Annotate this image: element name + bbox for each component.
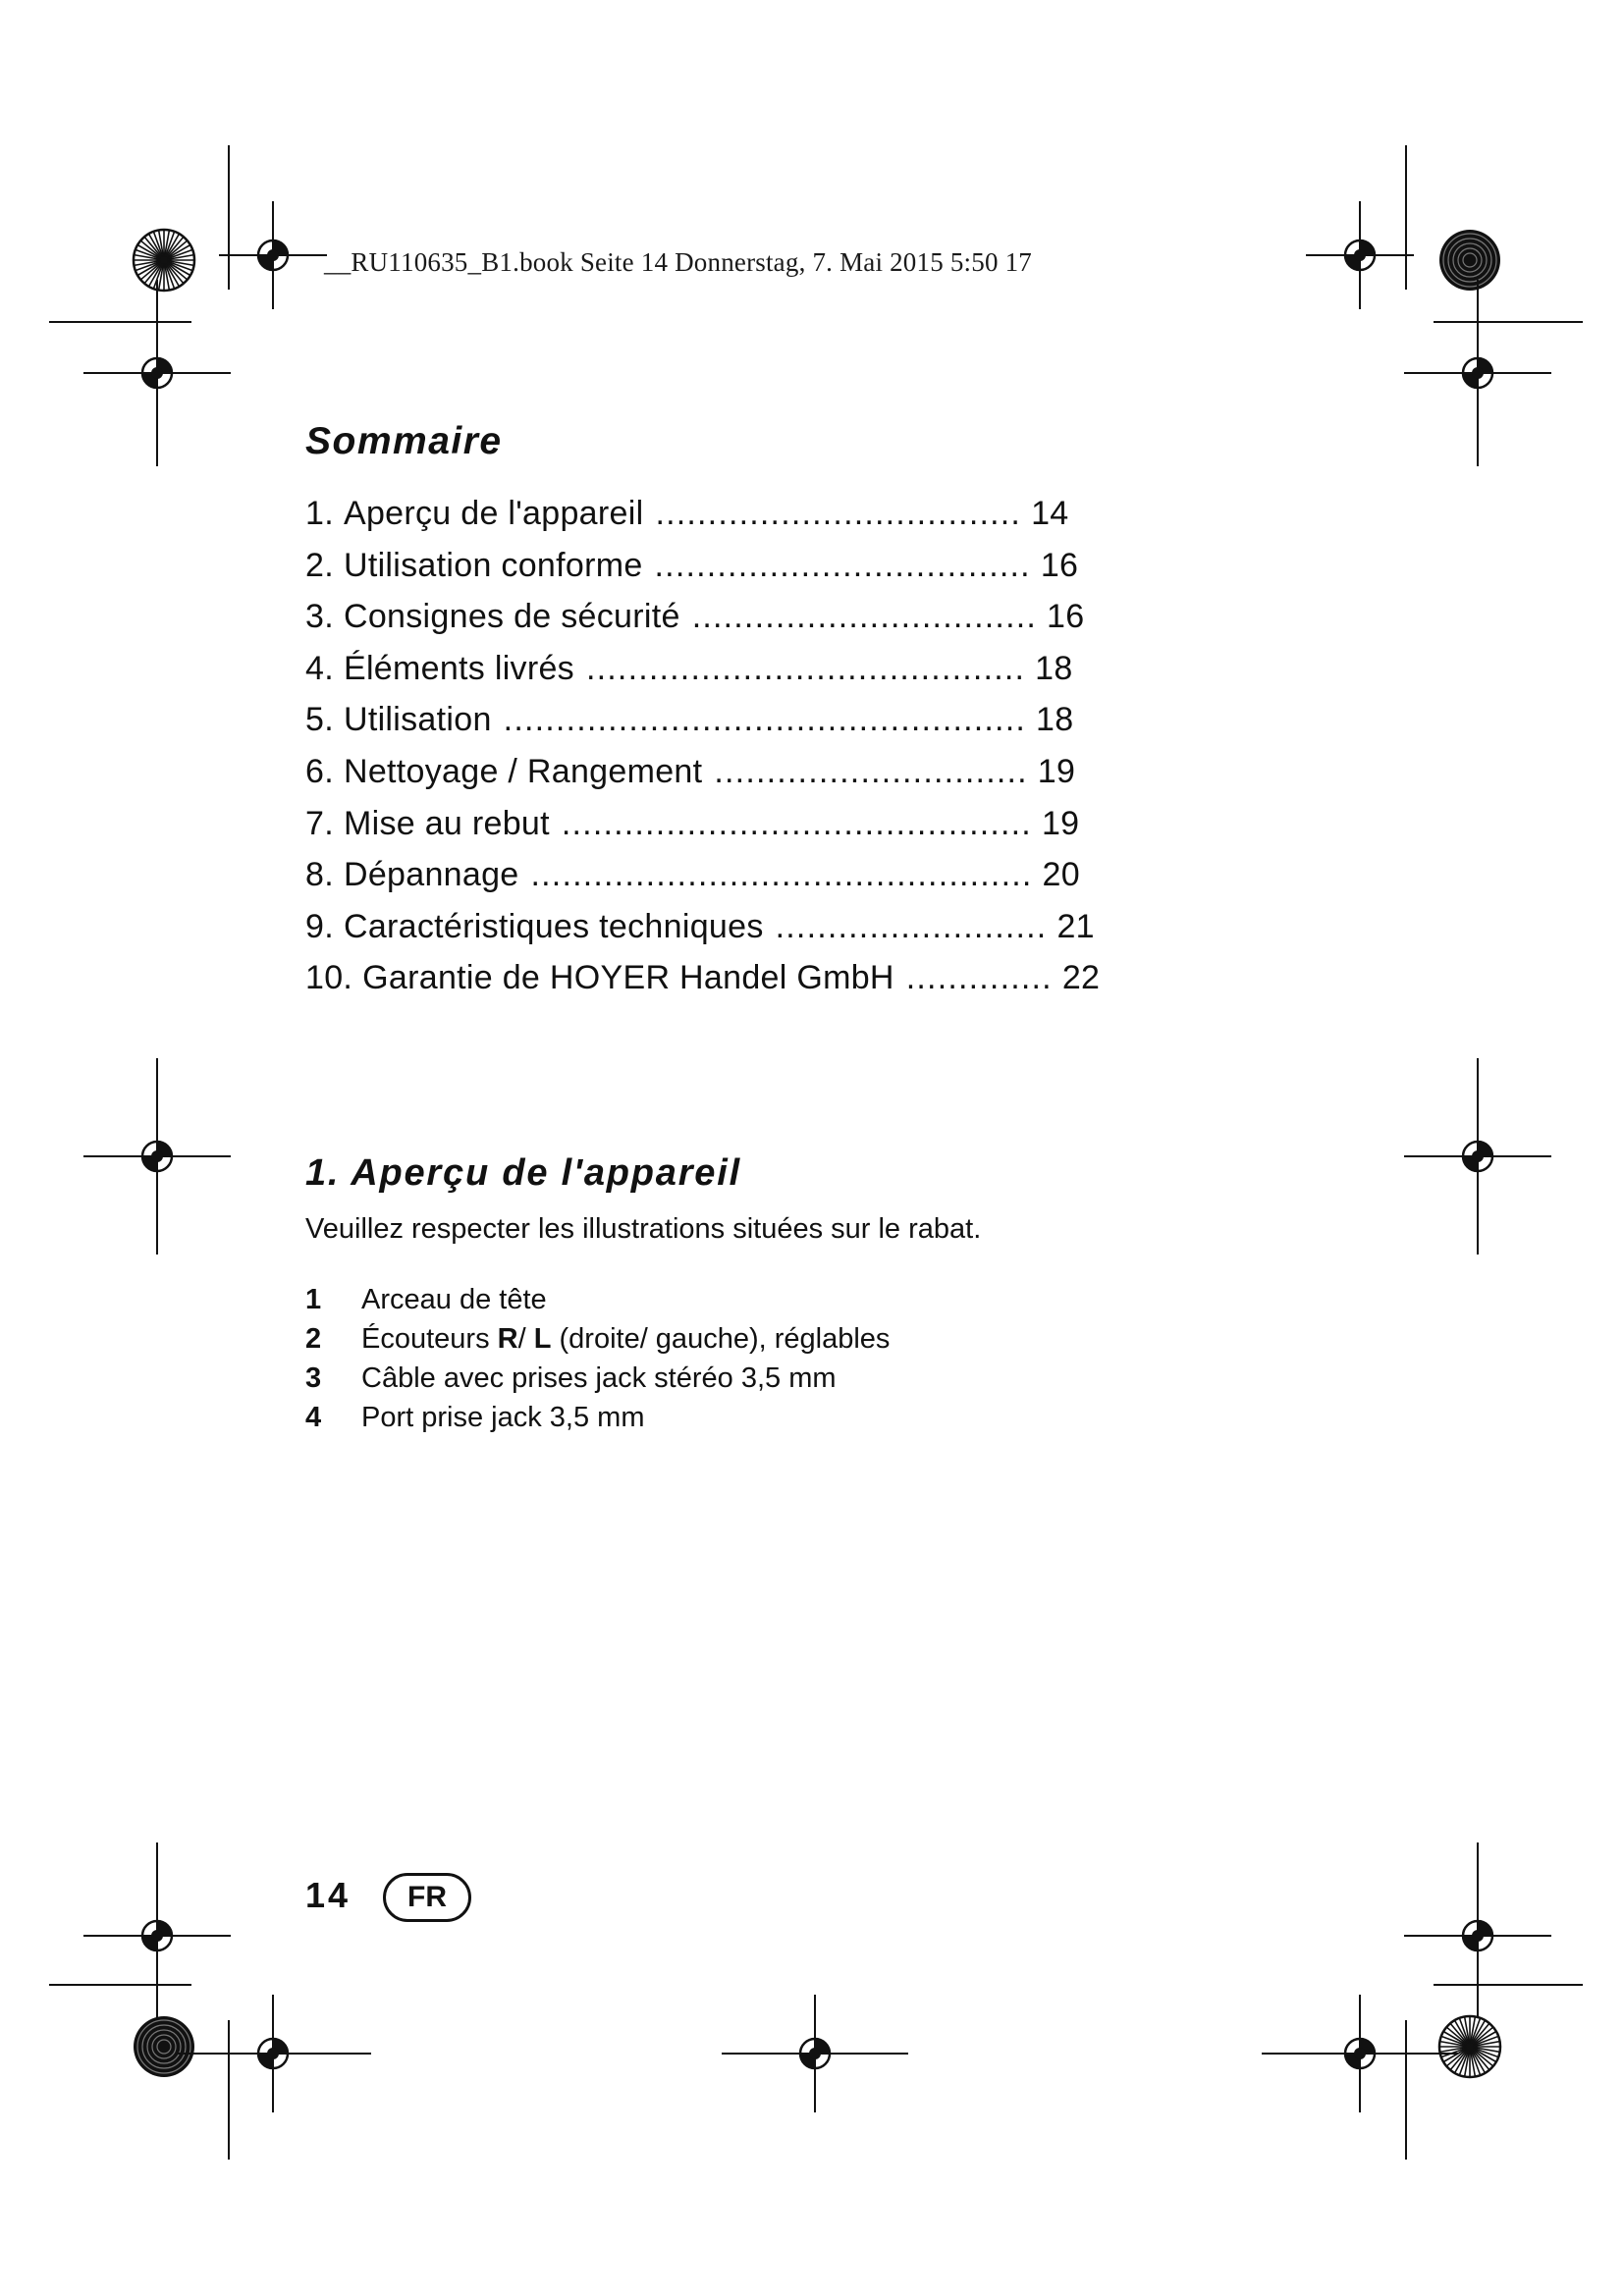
toc-entry-number: 7.	[305, 804, 334, 842]
toc-entry-title: Aperçu de l'appareil	[343, 495, 644, 532]
toc-entry-9	[305, 908, 1100, 960]
toc-leader-dots: .................................	[691, 598, 1038, 636]
toc-entry-page: 22	[1061, 959, 1101, 997]
registration-target-dot	[1472, 367, 1484, 379]
toc-entry-page: 18	[1036, 701, 1074, 739]
part-text	[361, 1323, 890, 1356]
toc-entry-title: Dépannage	[343, 856, 519, 894]
toc-entry-page: 21	[1056, 907, 1095, 945]
print-slug-line: __RU110635_B1.book Seite 14 Donnerstag, 7. Mai 2015 5:50 17	[324, 247, 1033, 277]
language-badge-label: FR	[407, 1881, 447, 1913]
toc-leader-dots: .............................................	[561, 804, 1032, 842]
toc-leader-dots: ..............	[905, 959, 1053, 997]
toc-leader-dots: ..................................................	[503, 701, 1026, 739]
part-item-2	[305, 1323, 890, 1362]
toc-entry-title: Éléments livrés	[343, 649, 574, 687]
toc-entry-1	[305, 495, 1100, 547]
registration-target-dot	[151, 1930, 163, 1942]
toc-heading: Sommaire	[305, 420, 503, 462]
toc-leader-dots: ................................................	[530, 856, 1033, 894]
starburst-mark-hub	[1466, 2043, 1474, 2051]
toc-entry-6	[305, 753, 1100, 805]
toc-entry-page: 20	[1042, 856, 1080, 894]
part-text-separator: /	[517, 1323, 534, 1355]
toc-entry-5	[305, 701, 1100, 753]
toc-entry-page: 18	[1035, 649, 1073, 687]
toc-entry-title: Consignes de sécurité	[343, 598, 680, 636]
toc-leader-dots: ..........................................	[585, 649, 1026, 687]
toc-entry-title: Caractéristiques techniques	[343, 907, 764, 945]
toc-entry-4	[305, 650, 1100, 702]
registration-target-dot	[151, 367, 163, 379]
toc-entry-7	[305, 805, 1100, 857]
toc-entry-10	[305, 959, 1100, 1011]
part-item-3	[305, 1362, 890, 1402]
toc-leader-dots: ..........................	[775, 907, 1048, 945]
part-item-1	[305, 1284, 890, 1323]
starburst-mark-hub	[160, 256, 168, 264]
toc-entry-number: 5.	[305, 701, 334, 739]
right-label: R	[497, 1323, 518, 1355]
part-text-prefix: Écouteurs	[361, 1323, 498, 1355]
toc-entry-page: 16	[1047, 598, 1085, 636]
toc-entry-number: 2.	[305, 546, 334, 584]
part-text: Câble avec prises jack stéréo 3,5 mm	[361, 1362, 837, 1394]
toc-entry-8	[305, 856, 1100, 908]
toc-entry-page: 14	[1031, 495, 1069, 532]
left-label: L	[533, 1323, 552, 1355]
toc-entry-page: 19	[1041, 804, 1080, 842]
toc-leader-dots: ...................................	[655, 495, 1022, 532]
toc-leader-dots: ....................................	[654, 546, 1031, 584]
part-item-4	[305, 1402, 890, 1441]
section-heading: 1. Aperçu de l'appareil	[305, 1152, 741, 1194]
toc-entry-title: Garantie de HOYER Handel GmbH	[362, 959, 894, 997]
toc-entry-title: Utilisation conforme	[343, 546, 643, 584]
toc-entry-number: 8.	[305, 856, 334, 894]
toc-entry-page: 16	[1040, 546, 1079, 584]
part-text: Port prise jack 3,5 mm	[361, 1402, 645, 1433]
toc-entry-number: 9.	[305, 907, 334, 945]
toc-entry-number: 6.	[305, 752, 334, 790]
toc-entry-number: 3.	[305, 598, 334, 636]
registration-target-dot	[267, 2048, 279, 2059]
part-number: 2	[305, 1323, 322, 1355]
toc-entry-number: 1.	[305, 495, 334, 532]
toc-entry-number: 4.	[305, 649, 334, 687]
toc-leader-dots: ..............................	[714, 752, 1028, 790]
registration-target-dot	[1472, 1930, 1484, 1942]
toc-entry-title: Mise au rebut	[343, 804, 550, 842]
section-intro: Veuillez respecter les illustrations situées sur le rabat.	[305, 1213, 982, 1245]
registration-target-dot	[1354, 2048, 1366, 2059]
registration-target-dot	[1472, 1150, 1484, 1162]
toc-entry-page: 19	[1037, 752, 1076, 790]
part-number: 3	[305, 1362, 322, 1394]
registration-target-dot	[1354, 249, 1366, 261]
language-badge	[383, 1873, 471, 1922]
part-number: 1	[305, 1284, 322, 1315]
table-of-contents	[305, 495, 1100, 1011]
registration-target-dot	[809, 2048, 821, 2059]
part-number: 4	[305, 1402, 322, 1433]
toc-entry-number: 10.	[305, 959, 353, 997]
part-text: Arceau de tête	[361, 1284, 547, 1315]
registration-target-dot	[151, 1150, 163, 1162]
toc-entry-2	[305, 547, 1100, 599]
toc-entry-title: Utilisation	[343, 701, 492, 739]
toc-entry-title: Nettoyage / Rangement	[343, 752, 703, 790]
toc-entry-3	[305, 598, 1100, 650]
registration-target-dot	[267, 249, 279, 261]
part-text-suffix: (droite/ gauche), réglables	[551, 1323, 891, 1355]
page-number: 14	[305, 1875, 352, 1915]
parts-list	[305, 1284, 890, 1441]
